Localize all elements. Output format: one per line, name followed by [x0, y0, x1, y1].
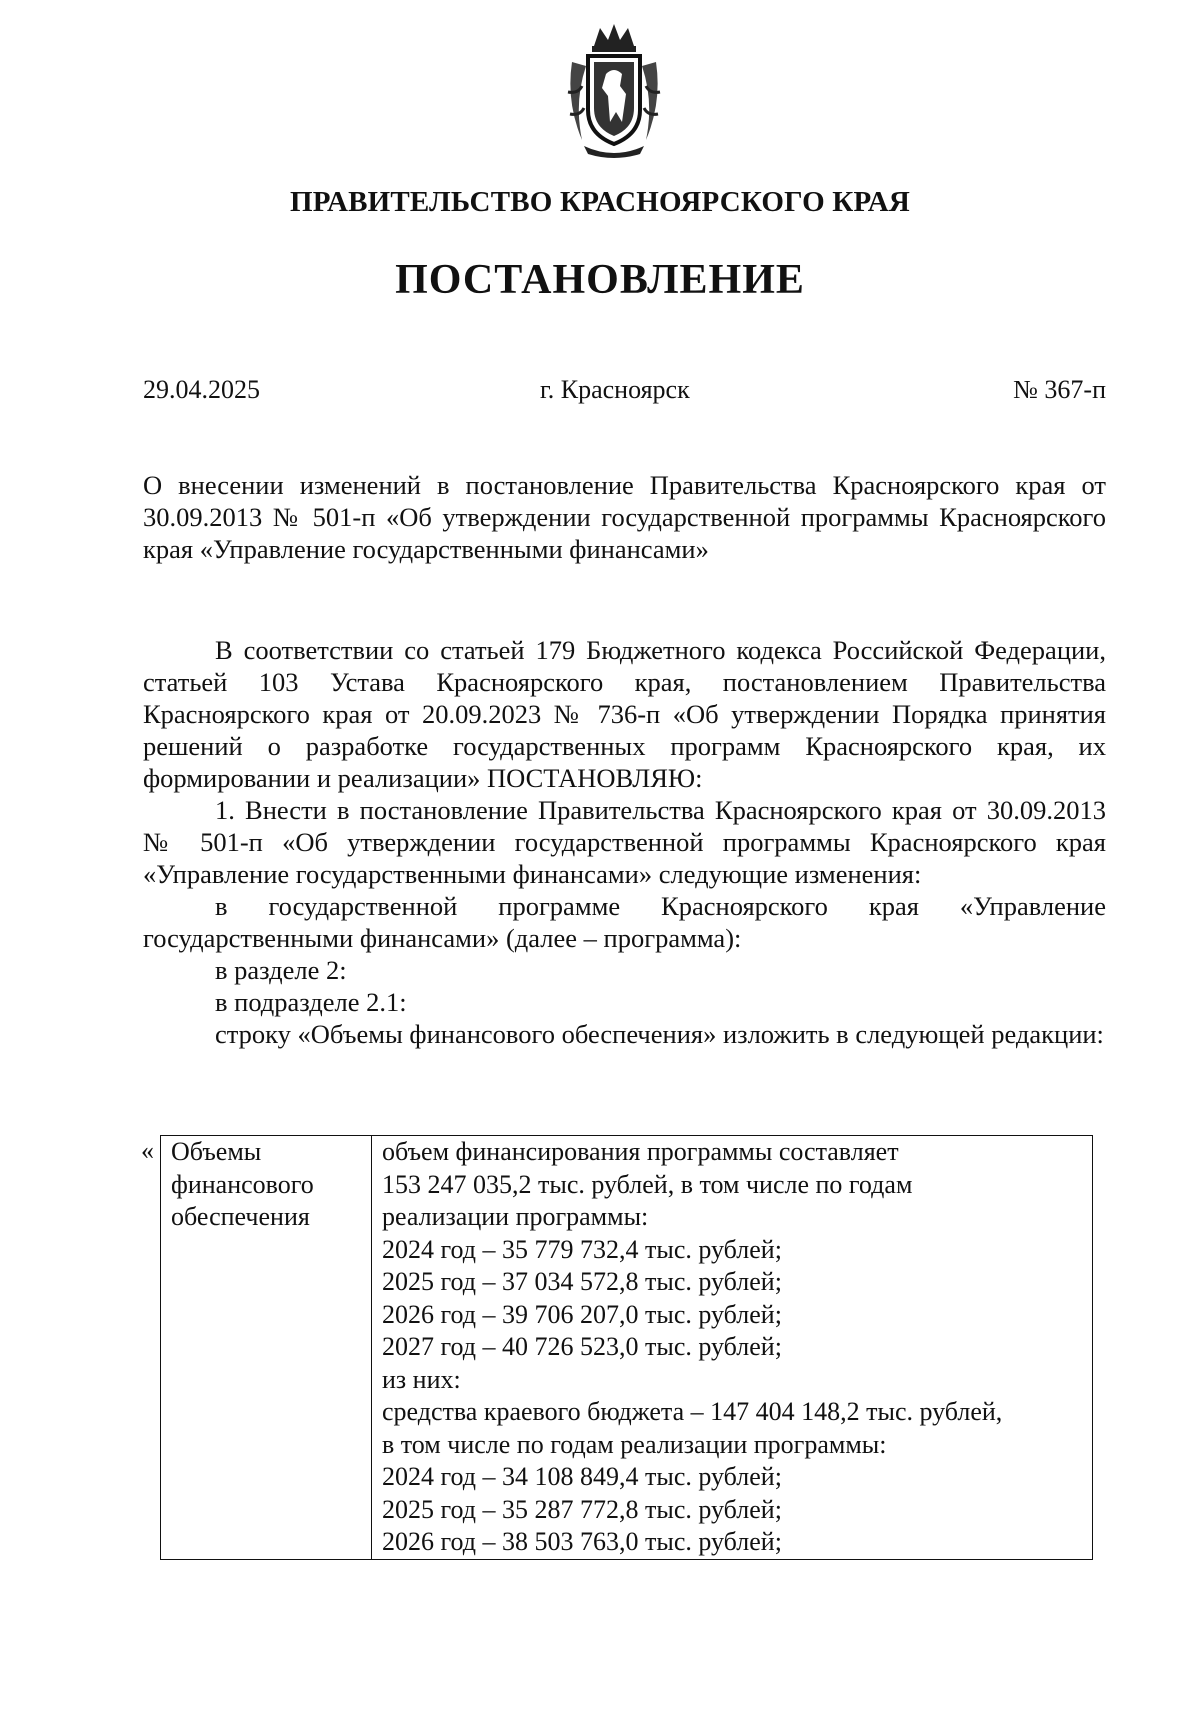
value-line: 2025 год – 35 287 772,8 тыс. рублей;	[382, 1494, 782, 1524]
value-line: 2027 год – 40 726 523,0 тыс. рублей;	[382, 1332, 782, 1361]
value-line: 2024 год – 35 779 732,4 тыс. рублей;	[382, 1234, 782, 1264]
value-line: 2024 год – 34 108 849,4 тыс. рублей;	[382, 1462, 782, 1491]
document-subject: О внесении изменений в постановление Правительства Красноярского края от 30.09.2013 № 501-п «Об утверждении государственной программы Красноярского края «Управление государственными финансами»	[143, 470, 1106, 564]
body-paragraph-6: строку «Объемы финансового обеспечения» изложить в следующей редакции:	[215, 1019, 1104, 1049]
document-city: г. Красноярск	[540, 375, 690, 404]
body-paragraph-5: в подразделе 2.1:	[215, 987, 407, 1017]
body-paragraph-4: в разделе 2:	[215, 955, 347, 985]
financing-table	[160, 1135, 1093, 1560]
value-line: из них:	[382, 1364, 461, 1394]
body-paragraph-2: 1. Внести в постановление Правительства Красноярского края от 30.09.2013 № 501-п «Об утверждении государственной программы Красноярского края «Управление государственными финансами» следующие изменения:	[143, 795, 1106, 889]
document-title: ПОСТАНОВЛЕНИЕ	[395, 257, 805, 303]
value-line: средства краевого бюджета – 147 404 148,2 тыс. рублей,	[382, 1397, 1003, 1426]
value-line: в том числе по годам реализации программы:	[382, 1429, 887, 1459]
coat-of-arms-icon	[564, 22, 664, 160]
value-line: 153 247 035,2 тыс. рублей, в том числе по годам	[382, 1169, 913, 1199]
value-line: объем финансирования программы составляет	[382, 1137, 899, 1166]
body-paragraph-1: В соответствии со статьей 179 Бюджетного кодекса Российской Федерации, статьей 103 Устава Красноярского края, постановлением Правительства Красноярского края от 20.09.2023 № 736-п «Об утверждении Порядка принятия решений о разработке государственных программ Красноярского края, их формировании и реализации» ПОСТАНОВЛЯЮ:	[143, 635, 1106, 793]
value-line: 2026 год – 38 503 763,0 тыс. рублей;	[382, 1527, 782, 1556]
label-line: обеспечения	[171, 1202, 310, 1231]
table-label-cell	[161, 1136, 372, 1560]
table-open-quote: «	[141, 1136, 154, 1165]
table-row	[161, 1136, 1093, 1560]
document-date: 29.04.2025	[143, 375, 260, 404]
label-line: Объемы	[171, 1137, 262, 1166]
table-value-cell	[372, 1136, 1093, 1560]
document-number: № 367-п	[1013, 375, 1106, 404]
body-paragraph-3: в государственной программе Красноярского края «Управление государственными финансами» (далее – программа):	[143, 891, 1106, 953]
government-heading: ПРАВИТЕЛЬСТВО КРАСНОЯРСКОГО КРАЯ	[289, 186, 911, 218]
value-line: реализации программы:	[382, 1202, 649, 1231]
document-body	[143, 634, 1106, 1050]
value-line: 2025 год – 37 034 572,8 тыс. рублей;	[382, 1267, 782, 1296]
value-line: 2026 год – 39 706 207,0 тыс. рублей;	[382, 1299, 782, 1329]
label-line: финансового	[171, 1169, 314, 1199]
